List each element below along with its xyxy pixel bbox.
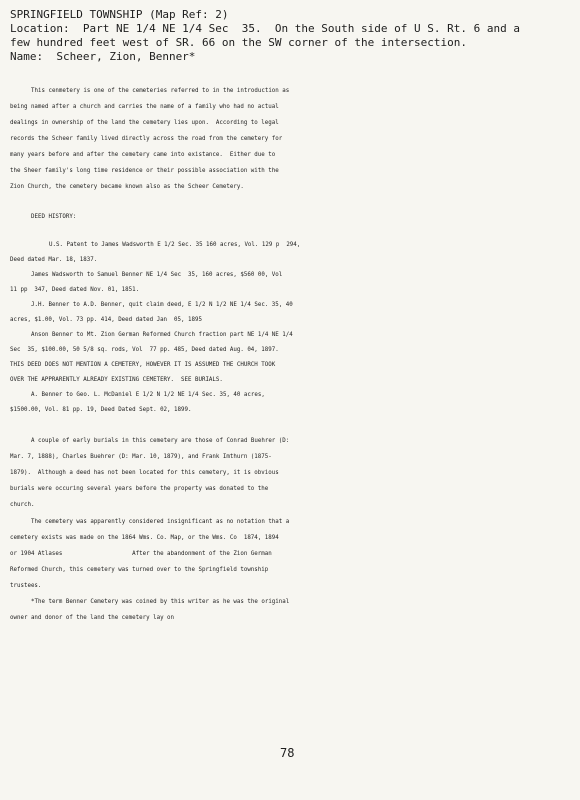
intro-line: many years before and after the cemetery came into existance. Either due to [10, 152, 276, 158]
burials-line: A couple of early burials in this cemetery are those of Conrad Buehrer (D: [31, 438, 290, 444]
burials-line: church. [10, 502, 35, 508]
deed-line: J.H. Benner to A.D. Benner, quit claim deed, E 1/2 N 1/2 NE 1/4 Sec. 35, 40 [31, 302, 293, 308]
deed-line: Anson Benner to Mt. Zion German Reformed Church fraction part NE 1/4 NE 1/4 [31, 332, 293, 338]
footnote-line: owner and donor of the land the cemetery lay on [10, 615, 175, 621]
deed-line: $1500.00, Vol. 81 pp. 19, Deed Dated Sept. 02, 1899. [10, 407, 192, 413]
deed-line: Sec 35, $100.00, 50 5/8 sq. rods, Vol 77 pp. 485, Deed dated Aug. 04, 1897. [10, 347, 279, 353]
intro-line: This cenmetery is one of the cemeteries referred to in the introduction as [31, 88, 290, 94]
deed-line: U.S. Patent to James Wadsworth E 1/2 Sec. 35 160 acres, Vol. 129 p 294, [49, 242, 301, 248]
burials-line: Reformed Church, this cemetery was turned over to the Springfield township [10, 567, 269, 573]
deed-note-line: THIS DEED DOES NOT MENTION A CEMETERY, HOWEVER IT IS ASSUMED THE CHURCH TOOK [10, 362, 276, 368]
intro-line: being named after a church and carries the name of a family who had no actual [10, 104, 279, 110]
intro-line: the Sheer family's long time residence or their possible association with the [10, 168, 279, 174]
footnote-line: *The term Benner Cemetery was coined by this writer as he was the original [31, 599, 290, 605]
deed-history-heading: DEED HISTORY: [31, 214, 77, 220]
cemetery-name-line: Name: Scheer, Zion, Benner* [10, 50, 196, 63]
location-line-cont: few hundred feet west of SR. 66 on the SW corner of the intersection. [10, 36, 467, 49]
intro-line: records the Scheer family lived directly across the road from the cemetery for [10, 136, 283, 142]
burials-line: burials were occuring several years before the property was donated to the [10, 486, 269, 492]
intro-line: dealings in ownership of the land the cemetery lies upon. According to legal [10, 120, 279, 126]
intro-line: Zion Church, the cemetery became known also as the Scheer Cemetery. [10, 184, 244, 190]
deed-line: Deed dated Mar. 18, 1837. [10, 257, 98, 263]
burials-line: 1879). Although a deed has not been located for this cemetery, it is obvious [10, 470, 279, 476]
burials-line: Mar. 7, 1888), Charles Buehrer (D: Mar. 10, 1879), and Frank Imthurn (1875- [10, 454, 272, 460]
deed-line: 11 pp 347, Deed dated Nov. 01, 1851. [10, 287, 140, 293]
deed-note-line: OVER THE APPRARENTLY ALREADY EXISTING CEMETERY. SEE BURIALS. [10, 377, 223, 383]
section-title: SPRINGFIELD TOWNSHIP (Map Ref: 2) [10, 8, 229, 21]
deed-line: A. Benner to Geo. L. McDaniel E 1/2 N 1/2 NE 1/4 Sec. 35, 40 acres, [31, 392, 265, 398]
deed-line: James Wadsworth to Samuel Benner NE 1/4 Sec 35, 160 acres, $560 00, Vol [31, 272, 283, 278]
burials-line: trustees. [10, 583, 42, 589]
location-line: Location: Part NE 1/4 NE 1/4 Sec 35. On the South side of U S. Rt. 6 and a [10, 22, 520, 35]
page-number: 78 [280, 746, 295, 760]
burials-line: The cemetery was apparently considered insignificant as no notation that a [31, 519, 290, 525]
burials-line: cemetery exists was made on the 1864 Wms. Co. Map, or the Wms. Co 1874, 1894 [10, 535, 279, 541]
deed-line: acres, $1.00, Vol. 73 pp. 414, Deed dated Jan 05, 1895 [10, 317, 202, 323]
burials-line: or 1904 Atlases After the abandonment of the Zion German [10, 551, 272, 557]
